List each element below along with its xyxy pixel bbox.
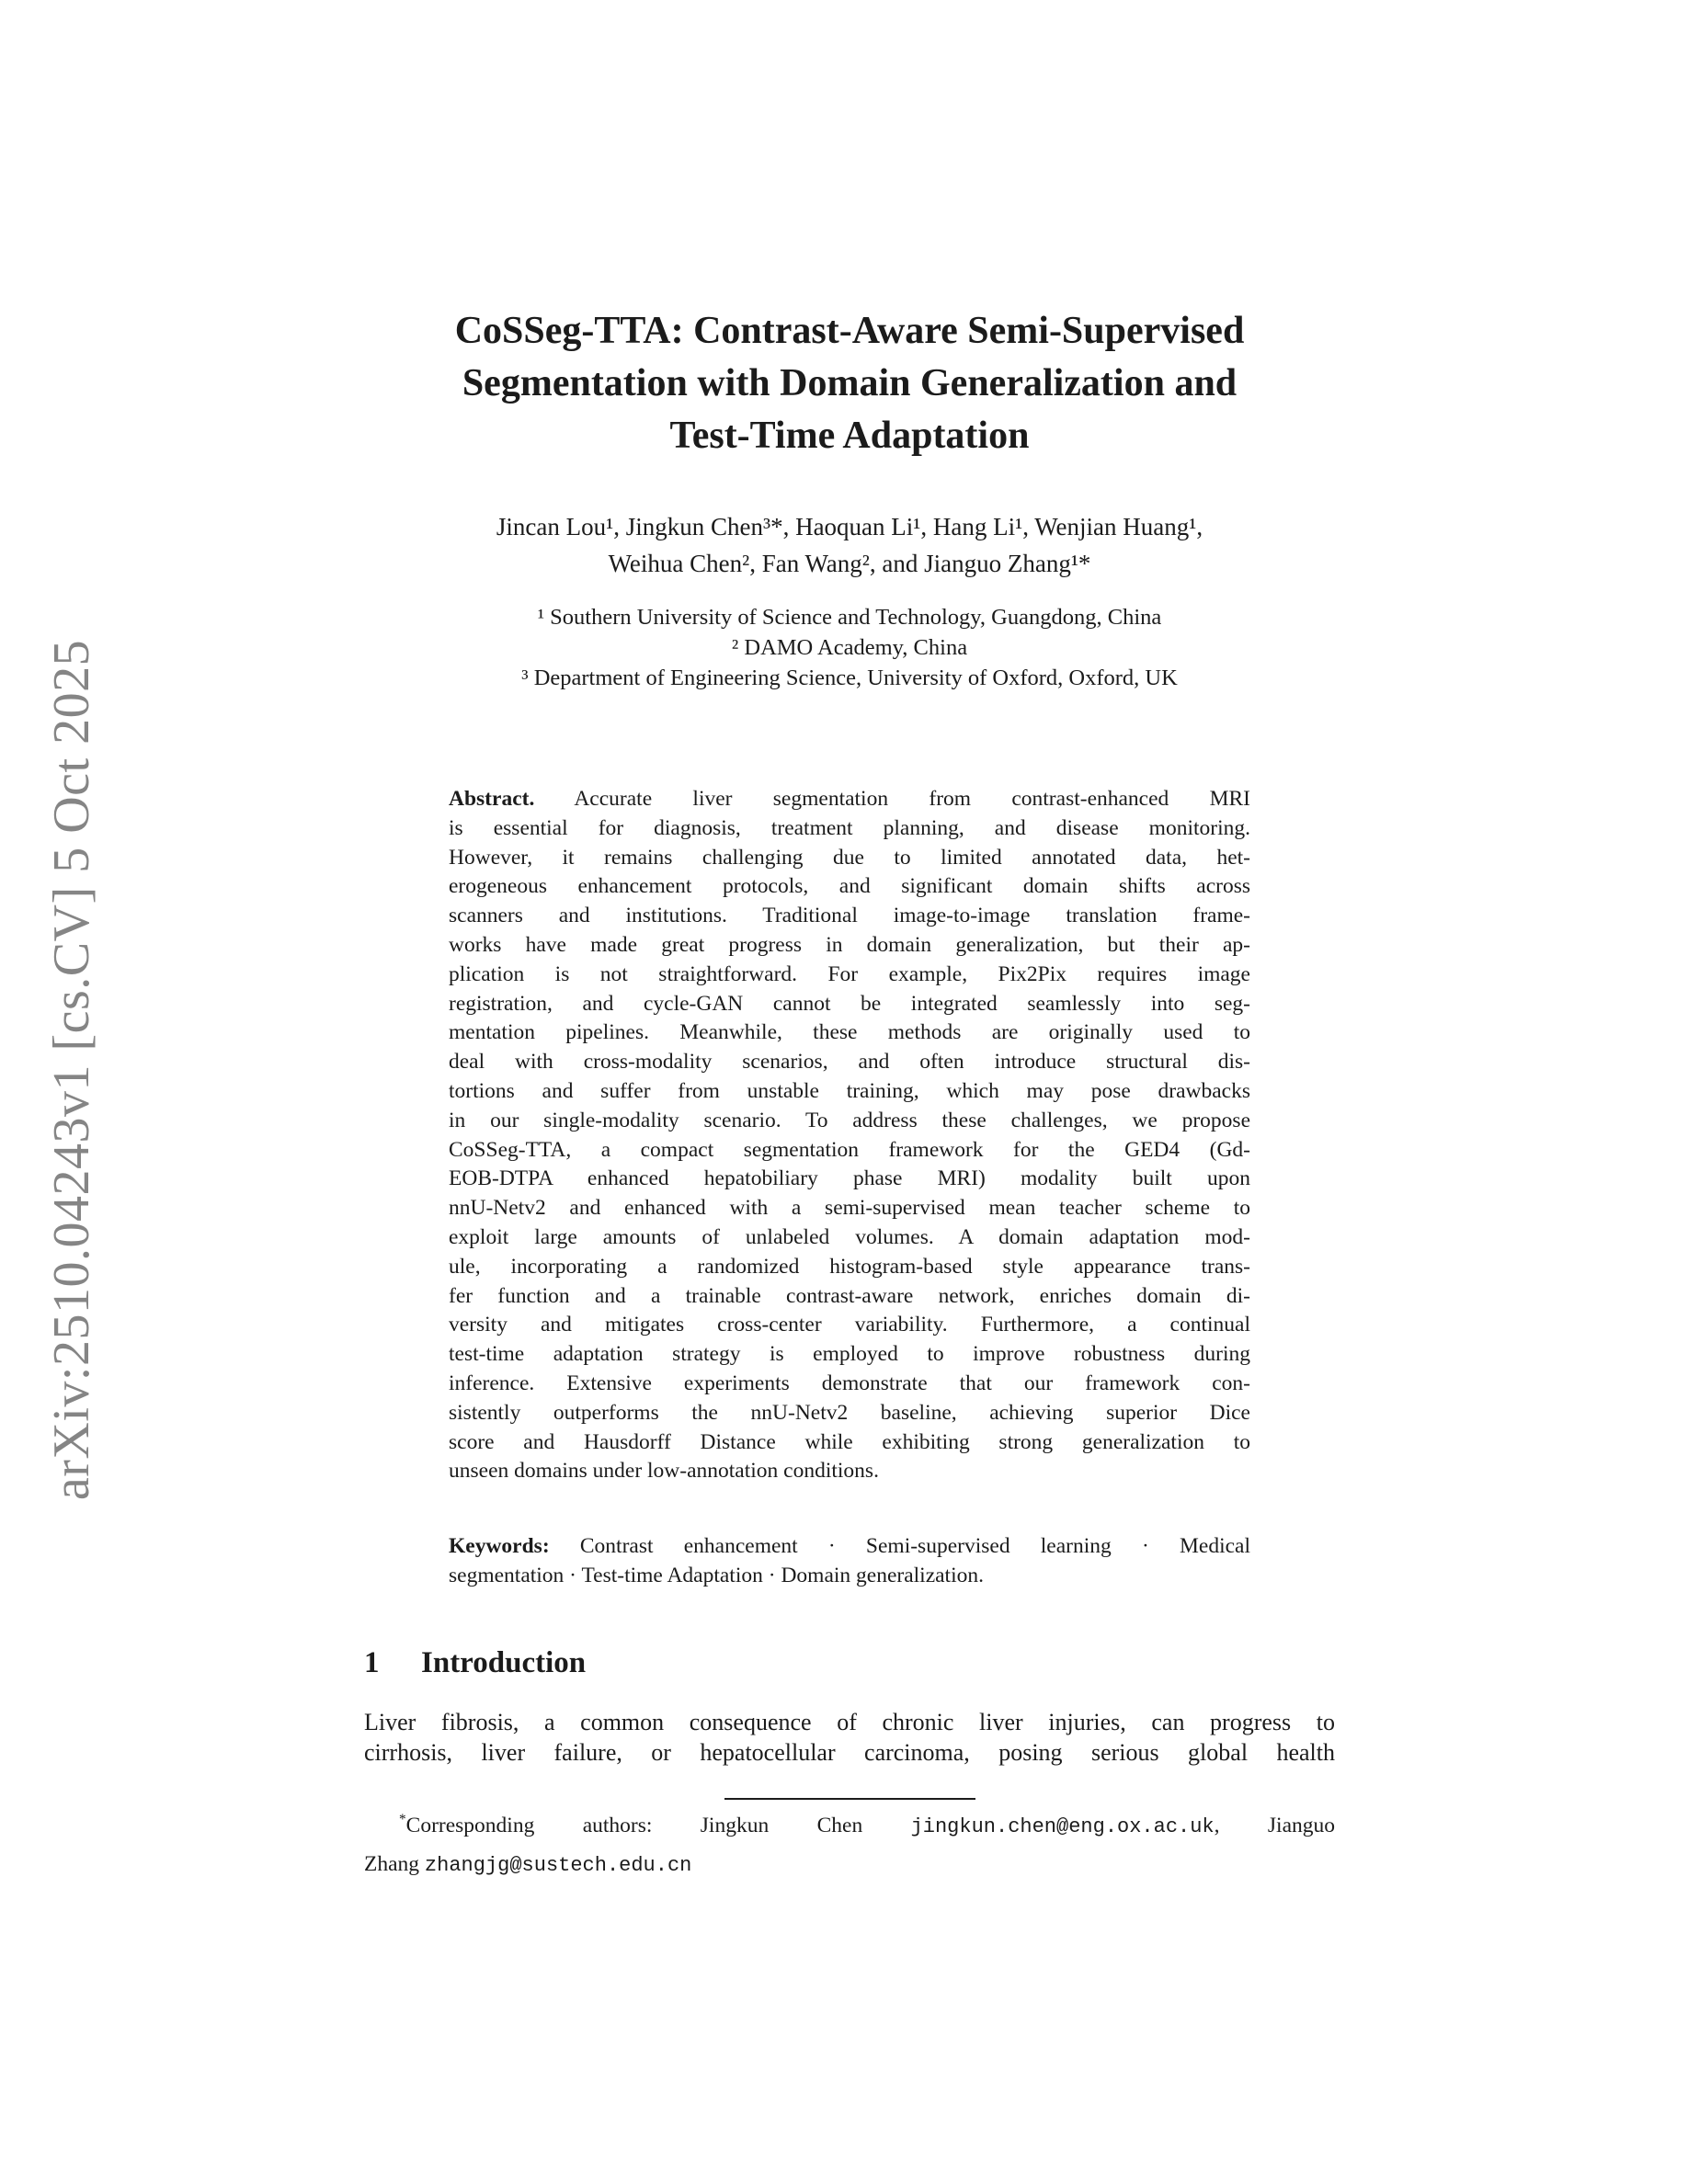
affiliation-1: ¹ Southern University of Science and Technology, Guangdong, China (537, 605, 1162, 630)
abstract-line: score and Hausdorff Distance while exhibiting strong generalization to (449, 1429, 1250, 1454)
affiliation-list (364, 602, 1335, 693)
abstract-line: test-time adaptation strategy is employed to improve robustness during (449, 1342, 1250, 1367)
intro-line: cirrhosis, liver failure, or hepatocellular carcinoma, posing serious global health (364, 1739, 1335, 1767)
abstract-line: nnU-Netv2 and enhanced with a semi-supervised mean teacher scheme to (449, 1196, 1250, 1221)
section-title: Introduction (421, 1645, 587, 1679)
email-jingkun-chen: jingkun.chen@eng.ox.ac.uk (910, 1814, 1215, 1838)
abstract-line: exploit large amounts of unlabeled volumes. A domain adaptation mod- (449, 1224, 1250, 1249)
abstract-line: fer function and a trainable contrast-aware network, enriches domain di- (449, 1283, 1250, 1308)
affiliation-3: ³ Department of Engineering Science, University of Oxford, Oxford, UK (521, 665, 1178, 690)
section-heading-introduction (364, 1643, 1335, 1683)
abstract-line: EOB-DTPA enhanced hepatobiliary phase MRI) modality built upon (449, 1166, 1250, 1191)
abstract-line: However, it remains challenging due to limited annotated data, het- (449, 845, 1250, 870)
footnote-line: Zhang zhangjg@sustech.edu.cn (364, 1851, 692, 1877)
arxiv-watermark: arXiv:2510.04243v1 [cs.CV] 5 Oct 2025 (43, 639, 100, 1501)
abstract-line: is essential for diagnosis, treatment planning, and disease monitoring. (449, 815, 1250, 840)
corresponding-author-footnote (364, 1807, 1335, 1884)
section-number: 1 (364, 1645, 380, 1679)
keywords-block (449, 1532, 1250, 1591)
footnote-marker: * (399, 1811, 406, 1827)
abstract-line: scanners and institutions. Traditional image-to-image translation frame- (449, 904, 1250, 928)
abstract-block (449, 785, 1250, 1486)
footnote-line: *Corresponding authors: Jingkun Chen jingkun.chen@eng.ox.ac.uk, Jianguo (399, 1811, 1335, 1838)
paper-title-line-2: Segmentation with Domain Generalization and (462, 362, 1237, 404)
paper-content (364, 0, 1335, 1884)
paper-title-line-1: CoSSeg-TTA: Contrast-Aware Semi-Supervised (454, 310, 1245, 352)
paper-title-line-3: Test-Time Adaptation (669, 415, 1030, 457)
affiliation-2: ² DAMO Academy, China (731, 635, 968, 660)
author-line-2: Weihua Chen², Fan Wang², and Jianguo Zhang¹* (608, 550, 1091, 577)
abstract-line: CoSSeg-TTA, a compact segmentation framework for the GED4 (Gd- (449, 1137, 1250, 1162)
abstract-line: inference. Extensive experiments demonstrate that our framework con- (449, 1371, 1250, 1395)
abstract-line: deal with cross-modality scenarios, and often introduce structural dis- (449, 1050, 1250, 1075)
abstract-line: unseen domains under low-annotation conditions. (449, 1459, 879, 1484)
email-jianguo-zhang: zhangjg@sustech.edu.cn (424, 1853, 692, 1877)
abstract-label: Abstract. (449, 787, 535, 811)
footnote-rule (724, 1798, 975, 1800)
abstract-line: in our single-modality scenario. To address these challenges, we propose (449, 1108, 1250, 1132)
abstract-line: Abstract. Accurate liver segmentation from contrast-enhanced MRI (449, 787, 1250, 811)
author-line-1: Jincan Lou¹, Jingkun Chen³*, Haoquan Li¹, Hang Li¹, Wenjian Huang¹, (496, 513, 1203, 540)
abstract-line: plication is not straightforward. For example, Pix2Pix requires image (449, 961, 1250, 986)
keywords-line: segmentation · Test-time Adaptation · Domain generalization. (449, 1563, 984, 1587)
paper-title (364, 305, 1335, 462)
abstract-line: ule, incorporating a randomized histogram-based style appearance trans- (449, 1254, 1250, 1279)
abstract-line: erogeneous enhancement protocols, and significant domain shifts across (449, 874, 1250, 899)
abstract-line: sistently outperforms the nnU-Netv2 baseline, achieving superior Dice (449, 1400, 1250, 1425)
abstract-line: works have made great progress in domain generalization, but their ap- (449, 932, 1250, 957)
abstract-line: mentation pipelines. Meanwhile, these methods are originally used to (449, 1020, 1250, 1045)
intro-paragraph (364, 1707, 1335, 1769)
abstract-line: versity and mitigates cross-center variability. Furthermore, a continual (449, 1313, 1250, 1337)
author-list (364, 508, 1335, 582)
intro-line: Liver fibrosis, a common consequence of chronic liver injuries, can progress to (364, 1708, 1335, 1735)
keywords-line: Keywords: Contrast enhancement · Semi-supervised learning · Medical (449, 1534, 1251, 1559)
abstract-line: tortions and suffer from unstable training, which may pose drawbacks (449, 1078, 1250, 1103)
abstract-line: registration, and cycle-GAN cannot be integrated seamlessly into seg- (449, 991, 1250, 1016)
keywords-label: Keywords: (449, 1534, 550, 1559)
